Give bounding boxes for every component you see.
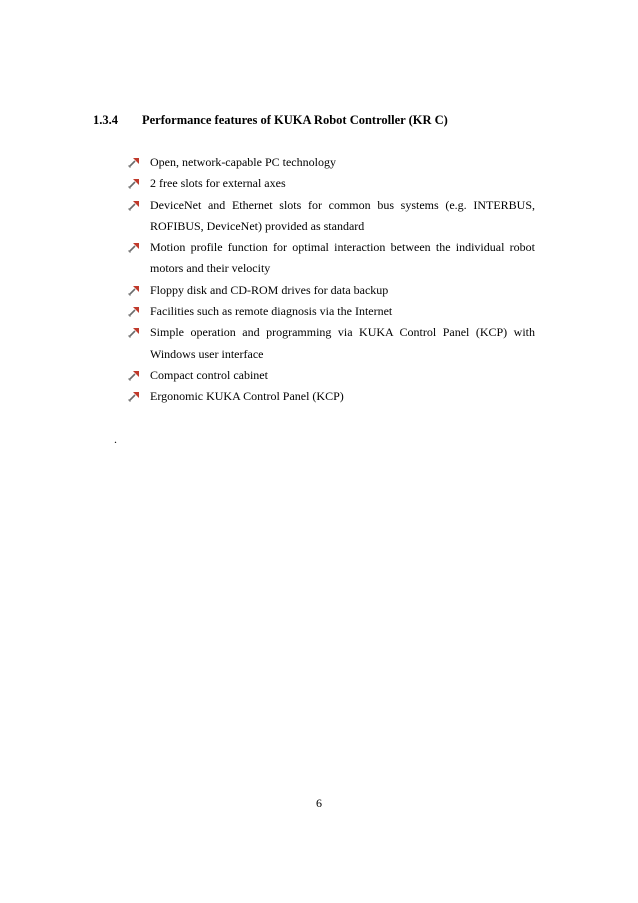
list-item-text: DeviceNet and Ethernet slots for common bus systems (e.g. INTERBUS, ROFIBUS, DeviceNet) provided as standard	[150, 197, 535, 233]
arrow-bullet-icon	[128, 391, 140, 402]
arrow-bullet-icon	[128, 327, 140, 338]
section-heading	[93, 113, 448, 128]
arrow-bullet-icon	[128, 157, 140, 168]
feature-list	[128, 152, 535, 408]
list-item	[128, 237, 535, 280]
list-item	[128, 173, 535, 194]
list-item-text: Floppy disk and CD-ROM drives for data backup	[150, 282, 389, 297]
arrow-bullet-icon	[128, 306, 140, 317]
list-item	[128, 195, 535, 238]
section-title: Performance features of KUKA Robot Controller (KR C)	[142, 113, 448, 127]
list-item-text: 2 free slots for external axes	[150, 176, 286, 191]
page-number: 6	[316, 796, 322, 810]
list-item-text: Open, network-capable PC technology	[150, 155, 336, 169]
list-item	[128, 365, 535, 386]
list-item	[128, 301, 535, 322]
list-item-text: Simple operation and programming via KUKA Control Panel (KCP) with Windows user interface	[150, 325, 535, 361]
arrow-bullet-icon	[128, 242, 140, 253]
list-item-text: Compact control cabinet	[150, 367, 268, 382]
list-item-text: Motion profile function for optimal interaction between the individual robot motors and their velocity	[150, 240, 535, 276]
list-item-text: Ergonomic KUKA Control Panel (KCP)	[150, 389, 344, 404]
arrow-bullet-icon	[128, 370, 140, 381]
section-number: 1.3.4	[93, 113, 118, 127]
arrow-bullet-icon	[128, 285, 140, 296]
arrow-bullet-icon	[128, 200, 140, 211]
stray-period-mark: .	[114, 432, 117, 446]
list-item	[128, 386, 535, 407]
arrow-bullet-icon	[128, 178, 140, 189]
list-item	[128, 152, 535, 173]
list-item	[128, 322, 535, 365]
list-item	[128, 280, 535, 301]
list-item-text: Facilities such as remote diagnosis via the Internet	[150, 304, 393, 319]
